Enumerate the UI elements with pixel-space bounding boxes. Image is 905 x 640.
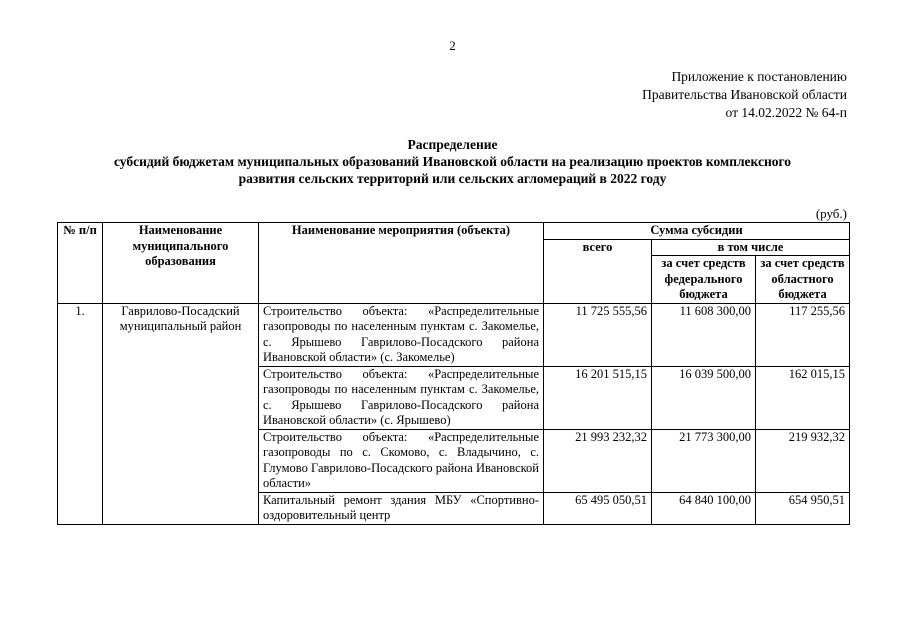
header-num: № п/п xyxy=(58,223,103,304)
appendix-line: от 14.02.2022 № 64-п xyxy=(725,105,847,120)
document-title xyxy=(40,136,865,187)
header-total: всего xyxy=(544,239,652,303)
header-including: в том числе xyxy=(652,239,850,256)
sum-federal: 21 773 300,00 xyxy=(652,429,756,492)
sum-regional: 162 015,15 xyxy=(756,366,850,429)
sum-total: 65 495 050,51 xyxy=(544,492,652,524)
currency-note: (руб.) xyxy=(815,206,847,221)
sum-total: 21 993 232,32 xyxy=(544,429,652,492)
table-row xyxy=(58,303,850,366)
title-line: субсидий бюджетам муниципальных образований Ивановской области на реализацию проектов комплексного xyxy=(113,154,792,169)
header-event: Наименование мероприятия (объекта) xyxy=(259,223,544,304)
event-name: Строительство объекта: «Распределительные газопроводы по с. Скомово, с. Владычино, с. Глумово Гаврилово-Посадского района Ивановской области» xyxy=(259,429,544,492)
title-line: Распределение xyxy=(407,137,498,152)
header-municipality: Наименование муниципального образования xyxy=(103,223,259,304)
page-number: 2 xyxy=(449,38,456,53)
sum-total: 11 725 555,56 xyxy=(544,303,652,366)
event-name: Строительство объекта: «Распределительные газопроводы по населенным пунктам с. Закомелье, с. Ярышево Гаврилово-Посадского района Ивановской области» (с. Закомелье) xyxy=(259,303,544,366)
appendix-block xyxy=(642,68,847,122)
title-line: развития сельских территорий или сельских агломераций в 2022 году xyxy=(238,171,667,186)
sum-total: 16 201 515,15 xyxy=(544,366,652,429)
subsidy-table xyxy=(57,222,850,525)
header-federal: за счет средств федерального бюджета xyxy=(652,256,756,304)
sum-federal: 64 840 100,00 xyxy=(652,492,756,524)
event-name: Строительство объекта: «Распределительные газопроводы по населенным пунктам с. Закомелье, с. Ярышево Гаврилово-Посадского района Ивановской области» (с. Ярышево) xyxy=(259,366,544,429)
event-name: Капитальный ремонт здания МБУ «Спортивно-оздоровительный центр xyxy=(259,492,544,524)
header-regional: за счет средств областного бюджета xyxy=(756,256,850,304)
sum-regional: 654 950,51 xyxy=(756,492,850,524)
header-sum: Сумма субсидии xyxy=(544,223,850,240)
appendix-line: Правительства Ивановской области xyxy=(642,87,847,102)
sum-regional: 219 932,32 xyxy=(756,429,850,492)
sum-federal: 16 039 500,00 xyxy=(652,366,756,429)
municipality-name: Гаврилово-Посадский муниципальный район xyxy=(103,303,259,524)
sum-federal: 11 608 300,00 xyxy=(652,303,756,366)
row-number: 1. xyxy=(58,303,103,524)
appendix-line: Приложение к постановлению xyxy=(671,69,847,84)
sum-regional: 117 255,56 xyxy=(756,303,850,366)
